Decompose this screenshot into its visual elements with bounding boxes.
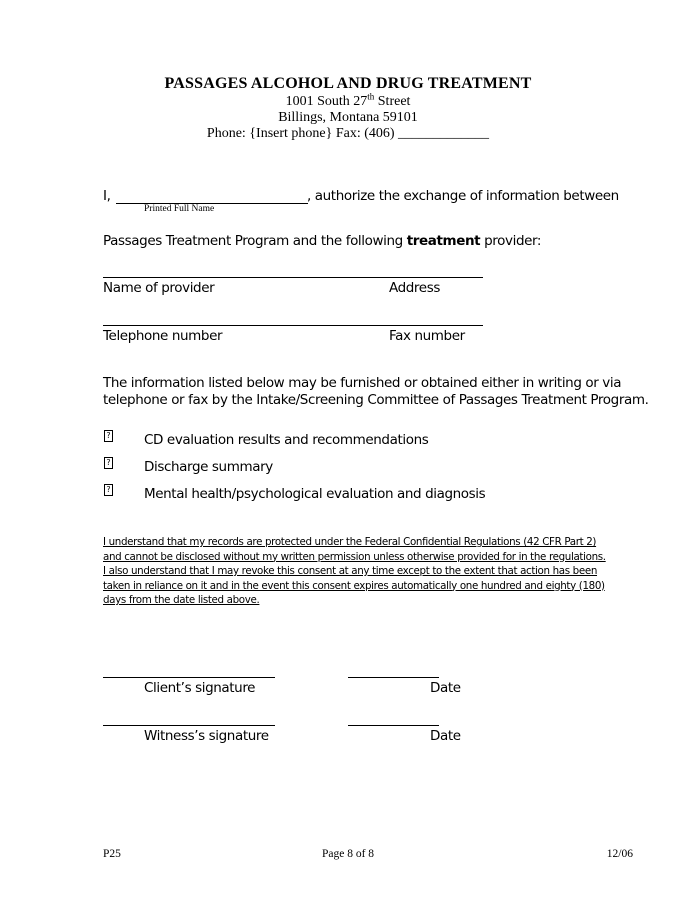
- telephone-fax-field[interactable]: [103, 325, 483, 326]
- printed-name-caption: Printed Full Name: [144, 204, 215, 214]
- consent-line-1: I understand that my records are protected under the Federal Confidential Regulations (42 CFR Part 2): [103, 536, 597, 548]
- provider-intro-before: Passages Treatment Program and the following: [103, 233, 407, 249]
- consent-line-4: taken in reliance on it and in the event this consent expires automatically one hundred and eighty (180): [103, 579, 605, 592]
- client-signature-label: Client’s signature: [144, 680, 256, 696]
- client-date-label: Date: [430, 680, 461, 696]
- revision-date: 12/06: [606, 848, 633, 860]
- info-paragraph-line-1: The information listed below may be furnished or obtained either in writing or via: [103, 375, 622, 391]
- consent-line-3: I also understand that I may revoke this consent at any time except to the extent that action has been: [103, 565, 598, 577]
- provider-intro-after: provider:: [480, 233, 542, 249]
- cd-evaluation-label: CD evaluation results and recommendations: [144, 432, 429, 448]
- provider-intro: [103, 233, 541, 249]
- page-number: Page 8 of 8: [321, 848, 375, 860]
- street-ordinal: th: [367, 91, 375, 102]
- telephone-label: Telephone number: [103, 328, 223, 344]
- provider-intro-bold: treatment: [406, 233, 481, 249]
- cd-evaluation-checkbox[interactable]: ?: [104, 430, 113, 442]
- phone-fax-line: Phone: {Insert phone} Fax: (406) _____________: [206, 126, 490, 141]
- discharge-summary-label: Discharge summary: [144, 459, 273, 475]
- fax-label: Fax number: [389, 328, 465, 344]
- mental-health-checkbox[interactable]: ?: [104, 484, 113, 496]
- form-title: PASSAGES ALCOHOL AND DRUG TREATMENT: [164, 75, 532, 92]
- client-signature-field[interactable]: [103, 677, 275, 678]
- provider-name-label: Name of provider: [103, 280, 215, 296]
- street-prefix: 1001 South 27: [285, 94, 368, 109]
- witness-signature-label: Witness’s signature: [144, 728, 269, 744]
- witness-date-label: Date: [430, 728, 461, 744]
- authorization-prefix: I,: [103, 188, 111, 204]
- city-state-zip: Billings, Montana 59101: [278, 110, 418, 125]
- consent-line-2: and cannot be disclosed without my written permission unless otherwise provided for in the regulations.: [103, 550, 606, 563]
- street-suffix: Street: [374, 94, 411, 109]
- mental-health-label: Mental health/psychological evaluation and diagnosis: [144, 486, 486, 502]
- client-date-field[interactable]: [348, 677, 439, 678]
- witness-date-field[interactable]: [348, 725, 439, 726]
- form-code: P25: [103, 848, 121, 860]
- witness-signature-field[interactable]: [103, 725, 275, 726]
- provider-address-label: Address: [389, 280, 440, 296]
- consent-line-5: days from the date listed above.: [103, 594, 260, 606]
- discharge-summary-checkbox[interactable]: ?: [104, 457, 113, 469]
- info-paragraph-line-2: telephone or fax by the Intake/Screening Committee of Passages Treatment Program.: [103, 392, 649, 408]
- provider-name-address-field[interactable]: [103, 277, 483, 278]
- street-address: [0, 91, 696, 110]
- authorization-suffix: , authorize the exchange of information between: [307, 188, 619, 204]
